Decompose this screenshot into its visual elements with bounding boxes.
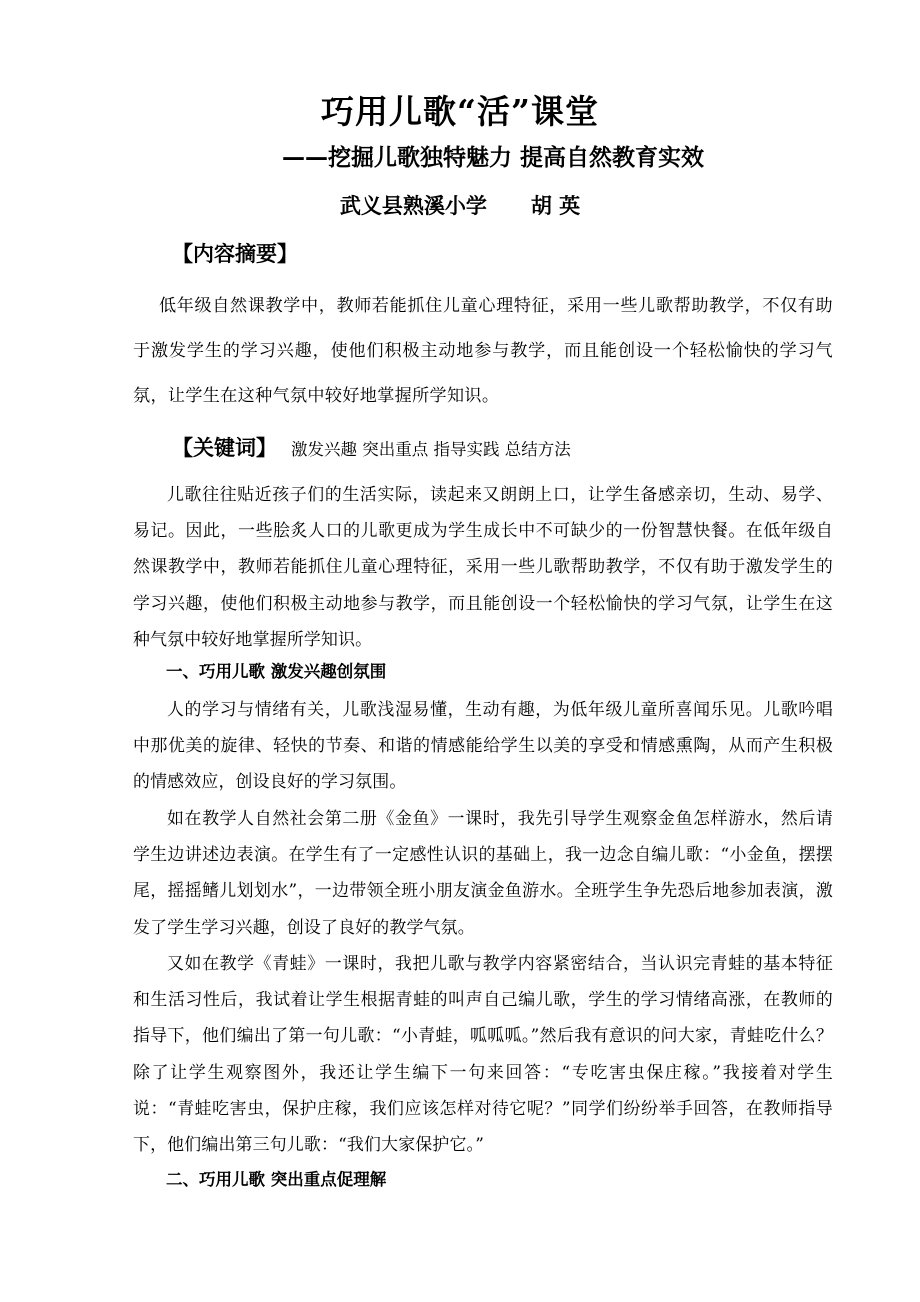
body-paragraph-4: 又如在教学《青蛙》一课时，我把儿歌与教学内容紧密结合，当认识完青蛙的基本特征和生活习性后，我试着让学生根据青蛙的叫声自己编儿歌，学生的学习情绪高涨，在教师的指导下，他们编出了第一句儿歌：“小青蛙，呱呱呱。”然后我有意识的问大家，青蛙吃什么？除了让学生观察图外，我还让学生编下一句来回答：“专吃害虫保庄稼。”我接着对学生说：“青蛙吃害虫，保护庄稼，我们应该怎样对待它呢？”同学们纷纷举手回答，在教师指导下，他们编出第三句儿歌：“我们大家保护它。”: [133, 953, 833, 1155]
document-title: 巧用儿歌“活”课堂: [321, 92, 599, 131]
keywords-text: 激发兴趣 突出重点 指导实践 总结方法: [291, 440, 571, 459]
keywords-line: [172, 428, 571, 470]
keywords-label: 【关键词】: [172, 436, 277, 460]
abstract-text: 低年级自然课教学中，教师若能抓住儿童心理特征，采用一些儿歌帮助教学，不仅有助于激发学生的学习兴趣，使他们积极主动地参与教学，而且能创设一个轻松愉快的学习气氛，让学生在这种气氛中较好地掌握所学知识。: [133, 296, 833, 406]
body-paragraph-3: 如在教学人自然社会第二册《金鱼》一课时，我先引导学生观察金鱼怎样游水，然后请学生边讲述边表演。在学生有了一定感性认识的基础上，我一边念自编儿歌：“小金鱼，摆摆尾，摇摇鳍儿划划水”，一边带领全班小朋友演金鱼游水。全班学生争先恐后地参加表演，激发了学生学习兴趣，创设了良好的教学气氛。: [133, 808, 833, 937]
document-subtitle: ——挖掘儿歌独特魅力 提高自然教育实效: [282, 145, 705, 171]
body-paragraph-2: 人的学习与情绪有关，儿歌浅湿易懂，生动有趣，为低年级儿童所喜闻乐见。儿歌吟唱中那优美的旋律、轻快的节奏、和谐的情感能给学生以美的享受和情感熏陶，从而产生积极的情感效应，创设良好的学习氛围。: [133, 699, 833, 792]
section-heading-1: 一、巧用儿歌 激发兴趣创氛围: [166, 662, 387, 681]
abstract-heading: 【内容摘要】: [172, 242, 298, 266]
section-heading-2: 二、巧用儿歌 突出重点促理解: [166, 1170, 387, 1189]
body-paragraph-1: 儿歌往往贴近孩子们的生活实际，读起来又朗朗上口，让学生备感亲切，生动、易学、易记。因此，一些脍炙人口的儿歌更成为学生成长中不可缺少的一份智慧快餐。在低年级自然课教学中，教师若能抓住儿童心理特征，采用一些儿歌帮助教学，不仅有助于激发学生的学习兴趣，使他们积极主动地参与教学，而且能创设一个轻松愉快的学习气氛，让学生在这种气氛中较好地掌握所学知识。: [133, 484, 833, 649]
author-name: 胡 英: [530, 194, 581, 218]
author-line: [0, 188, 920, 224]
author-school: 武义县熟溪小学: [339, 194, 487, 218]
